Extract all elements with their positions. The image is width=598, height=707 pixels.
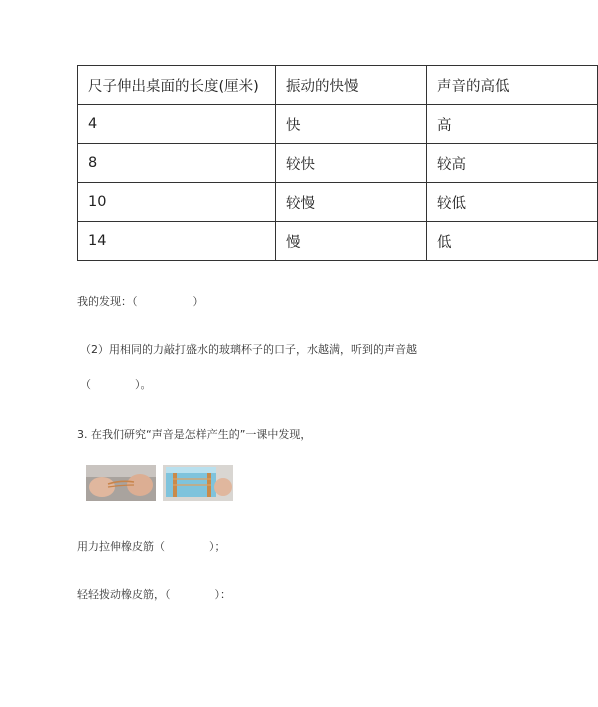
table-cell: 低 <box>427 222 598 261</box>
table-cell: 快 <box>276 105 427 144</box>
finding-line: 我的发现：（ ） <box>77 295 204 308</box>
stretch-rubber-band-line: 用力拉伸橡皮筋（ ）； <box>77 540 226 553</box>
table-cell: 较慢 <box>276 183 427 222</box>
rubber-band-box-photo <box>163 465 233 501</box>
table-cell: 较高 <box>427 144 598 183</box>
stretch-photo-illustration <box>86 465 156 501</box>
header-vibration-speed: 振动的快慢 <box>276 66 427 105</box>
table-cell: 较快 <box>276 144 427 183</box>
header-pitch: 声音的高低 <box>427 66 598 105</box>
pluck-rubber-band-line: 轻轻拨动橡皮筋，（ ）： <box>77 588 231 601</box>
table-cell: 慢 <box>276 222 427 261</box>
header-ruler-length: 尺子伸出桌面的长度(厘米) <box>78 66 276 105</box>
table-row <box>78 183 598 222</box>
table-cell: 较低 <box>427 183 598 222</box>
table-cell: 4 <box>78 105 276 144</box>
rubber-band-stretch-photo <box>86 465 156 501</box>
table-cell: 高 <box>427 105 598 144</box>
table-header-row <box>78 66 598 105</box>
table-row <box>78 144 598 183</box>
table-cell: 14 <box>78 222 276 261</box>
table-cell: 10 <box>78 183 276 222</box>
table-cell: 8 <box>78 144 276 183</box>
experiment-table-container <box>77 65 510 265</box>
question-2-text: （2）用相同的力敲打盛水的玻璃杯子的口子，水越满，听到的声音越 <box>80 343 417 356</box>
question-3-text: 3. 在我们研究“声音是怎样产生的”一课中发现， <box>77 428 312 441</box>
table-row <box>78 105 598 144</box>
box-photo-illustration <box>163 465 233 501</box>
table-row <box>78 222 598 261</box>
question-2-blank: （ ）。 <box>80 378 152 391</box>
experiment-table <box>77 65 598 261</box>
